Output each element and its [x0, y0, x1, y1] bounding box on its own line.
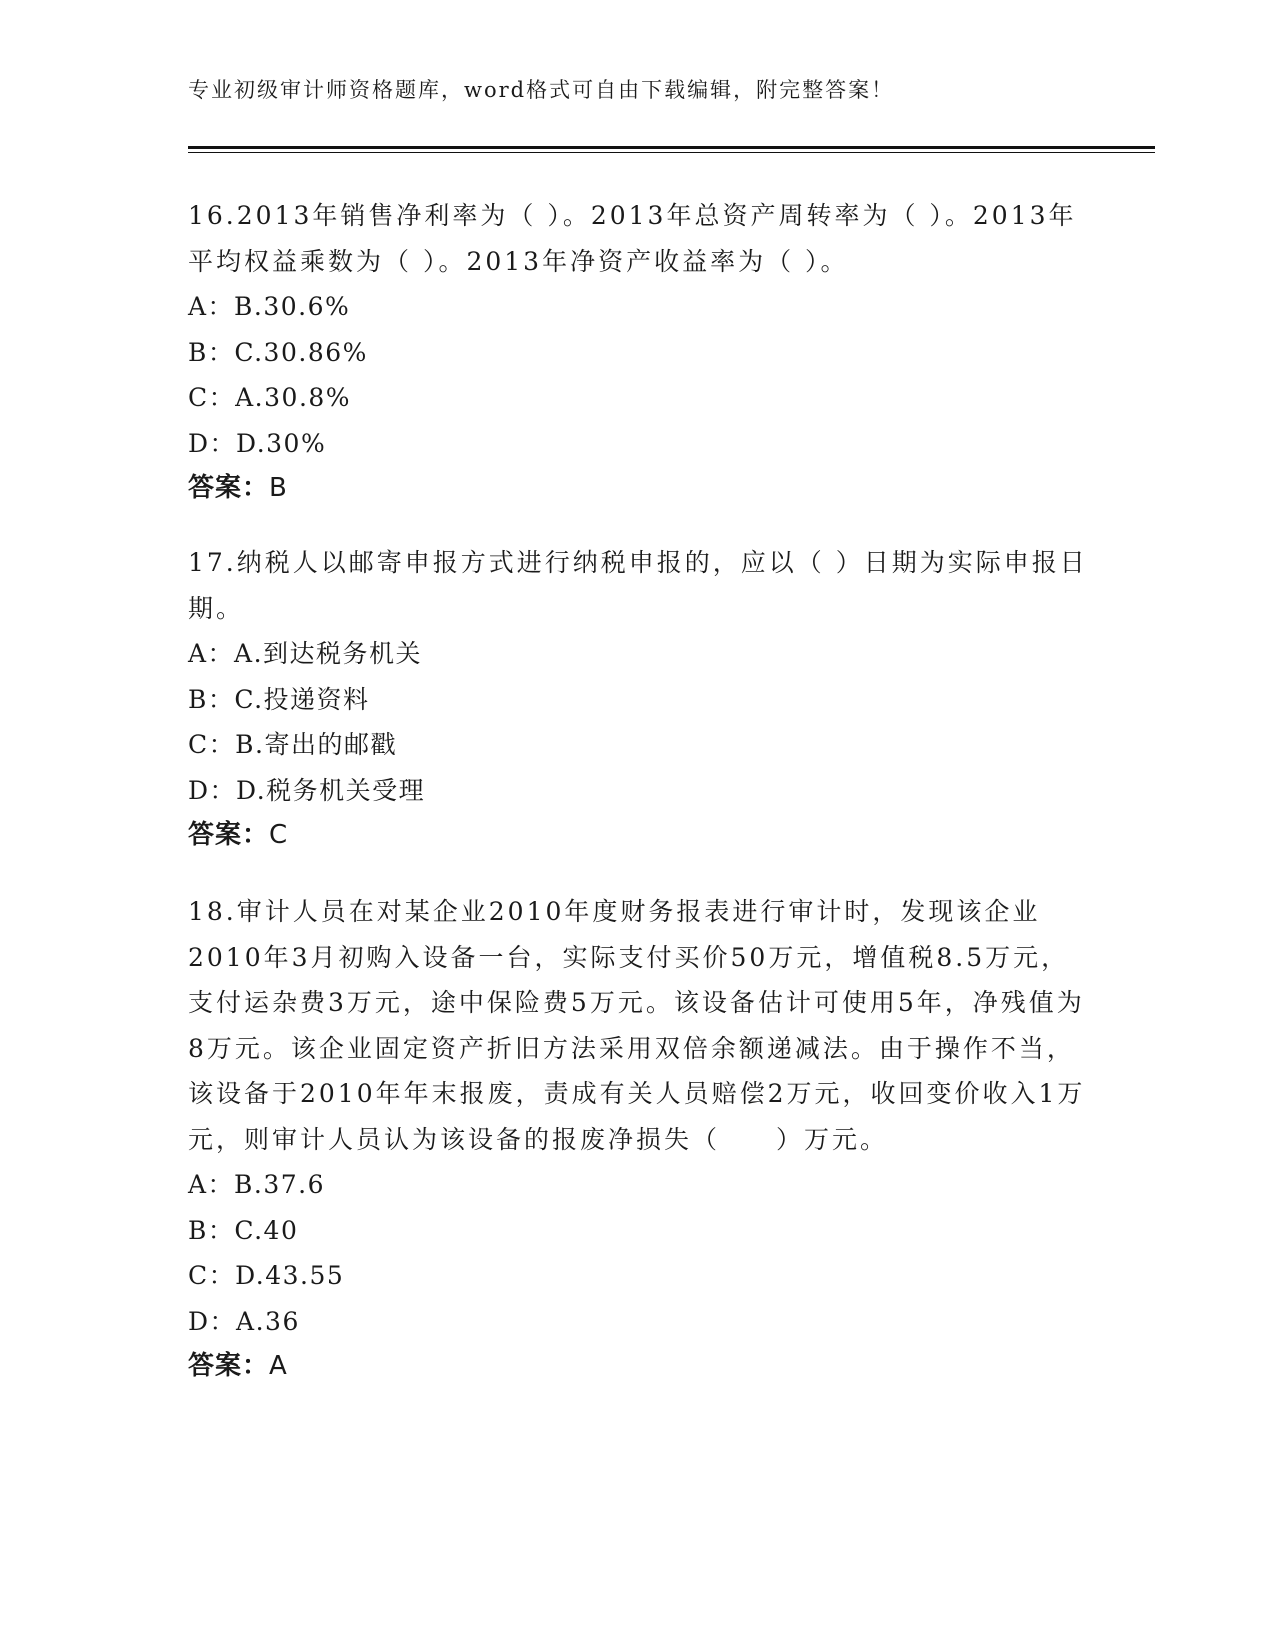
option-d: D：D.税务机关受理	[188, 775, 426, 805]
option-b: B：C.投递资料	[188, 684, 370, 714]
header-rule	[188, 146, 1155, 149]
answer-line	[188, 813, 1088, 859]
option-a: A：B.37.6	[188, 1170, 326, 1199]
header-rule-thin	[188, 152, 1155, 153]
page-header: 专业初级审计师资格题库，word格式可自由下载编辑，附完整答案！	[188, 78, 895, 102]
question-17	[188, 540, 1088, 859]
option-b: B：C.40	[188, 1215, 299, 1245]
option-a: A：A.到达税务机关	[188, 639, 423, 668]
option-c: C：B.寄出的邮戳	[188, 730, 397, 759]
answer-value: B	[269, 473, 288, 503]
answer-value: A	[269, 1351, 288, 1381]
option-d: D：D.30%	[188, 428, 327, 458]
question-16	[188, 193, 1088, 512]
answer-line	[188, 466, 1088, 512]
answer-value: C	[269, 820, 289, 850]
question-stem: 17.纳税人以邮寄申报方式进行纳税申报的，应以（ ）日期为实际申报日期。	[188, 548, 1088, 623]
option-c: C：A.30.8%	[188, 383, 352, 412]
option-d: D：A.36	[188, 1306, 300, 1336]
answer-label: 答案：	[188, 473, 270, 503]
question-stem: 16.2013年销售净利率为（ ）。2013年总资产周转率为（ ）。2013年平均权益乘数为（ ）。2013年净资产收益率为（ ）。	[188, 201, 1077, 276]
question-18	[188, 889, 1088, 1390]
option-a: A：B.30.6%	[188, 292, 351, 321]
option-c: C：D.43.55	[188, 1261, 345, 1290]
question-stem: 18.审计人员在对某企业2010年度财务报表进行审计时，发现该企业2010年3月初购入设备一台，实际支付买价50万元，增值税8.5万元，支付运杂费3万元，途中保险费5万元。该设备估计可使用5年，净残值为8万元。该企业固定资产折旧方法采用双倍余额递减法。由于操作不当，该设备于2010年年末报废，责成有关人员赔偿2万元，收回变价收入1万元，则审计人员认为该设备的报废净损失（ ）万元。	[188, 897, 1086, 1154]
option-b: B：C.30.86%	[188, 337, 368, 367]
answer-label: 答案：	[188, 820, 270, 850]
answer-line	[188, 1344, 1088, 1390]
answer-label: 答案：	[188, 1351, 270, 1381]
